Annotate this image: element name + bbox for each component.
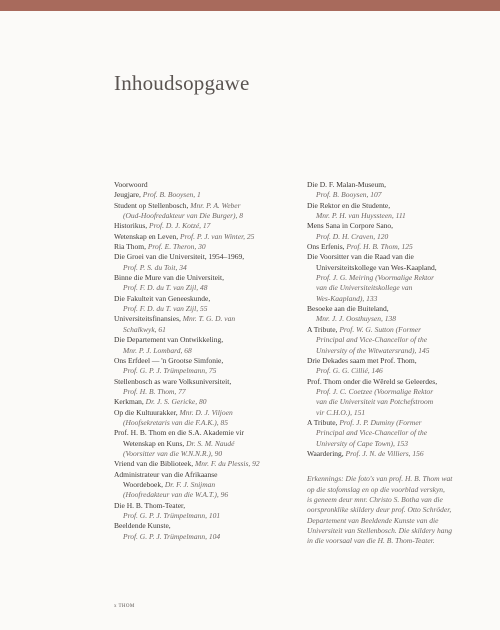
toc-author: Mnr. P. J. Lombard, 68: [123, 345, 192, 355]
toc-text: A Tribute,: [307, 417, 340, 427]
toc-entry-line: [114, 346, 292, 356]
toc-entry-line: [307, 263, 489, 273]
toc-text: Besoeke aan die Buiteland,: [307, 304, 389, 314]
toc-author: Prof. P. J. van Winter, 25: [180, 231, 255, 241]
toc-entry-line: [114, 511, 292, 521]
toc-author: van die Universiteitskollege van: [316, 283, 413, 293]
toc-text: Ons Erfenis,: [307, 242, 347, 252]
toc-entry-line: [114, 459, 260, 468]
toc-entry-line: [307, 439, 489, 449]
toc-entry: [114, 501, 292, 522]
toc-author: Prof. W. G. Sutton (Former: [339, 324, 422, 334]
toc-entry: [307, 449, 489, 459]
acknowledgement-line: in die voorsaal van die H. B. Thom-Teater.: [307, 536, 435, 546]
toc-entry-line: [307, 346, 489, 356]
toc-text: Drie Dekades saam met Prof. Thom,: [307, 355, 417, 365]
toc-entry: [307, 180, 489, 201]
toc-entry-line: [307, 211, 489, 221]
toc-entry: [114, 335, 292, 356]
toc-text: Waardering,: [307, 448, 346, 458]
toc-entry-line: [114, 521, 171, 530]
toc-author: Principal and Vice-Chancellor of the: [316, 428, 428, 438]
acknowledgement-line: op die stofomslag en op die voorblad verskyn,: [307, 484, 445, 494]
toc-entry: [114, 397, 292, 407]
acknowledgement-line: oorspronklike skildery deur prof. Otto Schröder,: [307, 505, 452, 515]
toc-entry: [114, 242, 292, 252]
toc-text: Die Rektor en die Studente,: [307, 200, 391, 210]
toc-text: Prof. H. B. Thom en die S.A. Akademie vir: [114, 428, 245, 438]
toc-entry: [114, 408, 292, 429]
toc-author: Prof. E. Theron, 30: [147, 242, 206, 252]
toc-entry-line: [114, 294, 210, 303]
acknowledgement-line: is geneem deur mnr. Christo S. Botha van die: [307, 494, 443, 504]
top-color-band: [0, 0, 500, 11]
toc-entry-line: [307, 408, 489, 418]
toc-entry-line: [114, 242, 206, 251]
toc-entry-line: [114, 221, 210, 230]
toc-entry-line: [307, 283, 489, 293]
toc-author: University of the Witwatersrand), 145: [316, 345, 430, 355]
toc-entry-line: [307, 428, 489, 438]
toc-entry-line: [114, 180, 148, 189]
toc-author: Dr. F. J. Snijman: [164, 479, 216, 489]
toc-author: (Voorsitter van die W.N.N.R.), 90: [123, 448, 223, 458]
toc-entry: [307, 418, 489, 449]
acknowledgement: [307, 474, 489, 546]
toc-text: Wetenskap en Kuns,: [123, 438, 187, 448]
toc-author: Prof. B. Booysen, 1: [142, 190, 201, 200]
toc-author: Prof. H. B. Thom, 125: [346, 242, 413, 252]
acknowledgement-line: Erkennings: Die foto's van prof. H. B. Thom wat: [307, 474, 453, 484]
toc-author: van die Universiteit van Potchefstroom: [316, 397, 434, 407]
toc-entry: [114, 314, 292, 335]
toc-entry-line: [307, 449, 424, 458]
toc-entry-line: [114, 356, 223, 365]
toc-author: Principal and Vice-Chancellor of the: [316, 335, 428, 345]
toc-entry-line: [307, 335, 489, 345]
toc-entry-line: [114, 480, 292, 490]
toc-author: Prof. P. S. du Toit, 34: [123, 262, 187, 272]
toc-entry: [307, 325, 489, 356]
toc-right-column: [307, 180, 489, 547]
toc-entry: [307, 304, 489, 325]
toc-entry: [114, 294, 292, 315]
toc-text: Beeldende Kunste,: [114, 521, 171, 531]
toc-author: Mnr. F. du Plessis, 92: [195, 459, 260, 469]
toc-text: Die Departement van Ontwikkeling,: [114, 335, 224, 345]
toc-entry-line: [114, 211, 292, 221]
toc-author: Prof. G. P. J. Trümpelmann, 104: [123, 531, 221, 541]
toc-author: (Hoofredakteur van die W.A.T.), 96: [123, 490, 229, 500]
toc-text: Die Groei van die Universiteit, 1954–1969,: [114, 252, 245, 262]
toc-entry: [114, 221, 292, 231]
toc-entry-line: [307, 201, 390, 210]
toc-entry-line: [307, 273, 489, 283]
toc-entry-line: [114, 428, 244, 437]
toc-text: Op die Kultuurakker,: [114, 407, 180, 417]
toc-author: Prof. J. N. de Villiers, 156: [345, 448, 424, 458]
toc-author: Prof. G. G. Cillié, 146: [316, 366, 383, 376]
toc-entry: [114, 252, 292, 273]
toc-entry-line: [307, 180, 386, 189]
toc-entry-line: [114, 283, 292, 293]
toc-entry: [307, 377, 489, 418]
acknowledgement-line: Departement van Beeldende Kunste van die: [307, 515, 439, 525]
toc-text: Student op Stellenbosch,: [114, 200, 191, 210]
toc-text: Wetenskap en Leven,: [114, 231, 181, 241]
toc-author: (Hoofsekretaris van die F.A.K.), 85: [123, 417, 228, 427]
toc-text: Vriend van die Biblioteek,: [114, 459, 195, 469]
toc-entry: [114, 521, 292, 542]
toc-author: Wes-Kaapland), 133: [316, 293, 378, 303]
toc-entry-line: [307, 387, 489, 397]
toc-entry-line: [114, 273, 224, 282]
toc-text: Prof. Thom onder die Wêreld se Geleerdes,: [307, 376, 438, 386]
toc-entry: [307, 242, 489, 252]
toc-entry-line: [114, 397, 206, 406]
toc-author: Prof. F. D. du T. van Zijl, 48: [123, 283, 208, 293]
toc-entry-line: [307, 304, 389, 313]
toc-author: Prof. J. P. Duminy (Former: [339, 417, 422, 427]
toc-author: Mnr. P. H. van Huyssteen, 111: [316, 211, 406, 221]
toc-entry: [114, 273, 292, 294]
toc-entry-line: [307, 294, 489, 304]
toc-entry: [114, 377, 292, 398]
toc-entry-line: [307, 221, 393, 230]
toc-entry-line: [307, 377, 437, 386]
toc-entry-line: [307, 190, 489, 200]
toc-text: A Tribute,: [307, 324, 340, 334]
toc-left-column: [114, 180, 292, 542]
toc-text: Jeugjare,: [114, 190, 143, 200]
toc-entry-line: [114, 387, 292, 397]
toc-entry: [114, 190, 292, 200]
toc-author: Prof. J. C. Coetzee (Voormalige Rektor: [316, 386, 434, 396]
toc-text: Ria Thom,: [114, 242, 148, 252]
toc-entry: [307, 356, 489, 377]
toc-entry: [114, 180, 292, 190]
toc-entry-line: [114, 325, 292, 335]
toc-entry-line: [114, 490, 292, 500]
toc-text: Binne die Mure van die Universiteit,: [114, 273, 224, 283]
toc-entry-line: [114, 232, 254, 241]
toc-author: Mnr. J. J. Oosthuysen, 138: [316, 314, 396, 324]
toc-entry: [114, 459, 292, 469]
toc-entry-line: [307, 418, 422, 427]
toc-entry-line: [114, 366, 292, 376]
toc-author: Prof. B. Booysen, 107: [316, 190, 382, 200]
toc-author: vir C.H.O.), 151: [316, 407, 366, 417]
toc-entry-line: [114, 201, 241, 210]
toc-text: Woordeboek,: [123, 479, 165, 489]
toc-author: (Oud-Hoofredakteur van Die Burger), 8: [123, 211, 244, 221]
toc-text: Voorwoord: [114, 180, 148, 189]
toc-text: Mens Sana in Corpore Sano,: [307, 221, 394, 231]
toc-author: Prof. H. B. Thom, 77: [123, 386, 186, 396]
toc-author: Schalkwyk, 61: [123, 324, 166, 334]
toc-author: Mnr. D. J. Viljoen: [179, 407, 233, 417]
toc-author: Dr. J. S. Gericke, 80: [145, 397, 207, 407]
toc-entry-line: [114, 408, 233, 417]
toc-entry-line: [307, 366, 489, 376]
toc-entry-line: [307, 242, 413, 251]
toc-entry-line: [114, 418, 292, 428]
toc-entry: [114, 232, 292, 242]
toc-entry-line: [307, 397, 489, 407]
toc-author: Mnr. P. A. Weber: [190, 200, 241, 210]
toc-author: Prof. G. P. J. Trümpelmann, 101: [123, 511, 221, 520]
toc-entry-line: [114, 377, 231, 386]
toc-entry-line: [114, 263, 292, 273]
toc-entry: [114, 356, 292, 377]
toc-entry-line: [114, 335, 223, 344]
toc-author: Prof. D. J. Kotzé, 17: [149, 221, 211, 231]
toc-text: Historikus,: [114, 221, 150, 231]
toc-author: Dr. S. M. Naudé: [186, 438, 235, 448]
toc-author: Prof. F. D. du T. van Zijl, 55: [123, 304, 208, 314]
toc-entry: [307, 221, 489, 242]
toc-text: Die Voorsitter van die Raad van die: [307, 252, 414, 262]
toc-entry-line: [114, 304, 292, 314]
toc-text: Die H. B. Thom-Teater,: [114, 500, 186, 510]
toc-author: University of Cape Town), 153: [316, 438, 409, 448]
page-footer: x THOM: [114, 604, 135, 609]
toc-entry-line: [307, 252, 414, 261]
toc-text: Administrateur van die Afrikaanse: [114, 469, 218, 479]
acknowledgement-line: Universiteit van Stellenbosch. Die skildery hang: [307, 526, 452, 535]
toc-text: Die D. F. Malan-Museum,: [307, 180, 386, 189]
toc-author: Prof. D. H. Craven, 120: [316, 231, 389, 241]
toc-entry-line: [114, 532, 292, 542]
toc-text: Stellenbosch as ware Volksuniversiteit,: [114, 376, 232, 386]
toc-entry-line: [307, 325, 421, 334]
toc-entry-line: [114, 449, 292, 459]
toc-entry-line: [114, 470, 218, 479]
toc-entry: [307, 201, 489, 222]
toc-entry: [307, 252, 489, 304]
toc-entry-line: [307, 314, 489, 324]
toc-entry-line: [307, 356, 417, 365]
toc-text: Die Fakulteit van Geneeskunde,: [114, 293, 211, 303]
toc-entry: [114, 428, 292, 459]
page-title: Inhoudsopgawe: [114, 71, 250, 95]
toc-text: Kerkman,: [114, 397, 146, 407]
toc-entry-line: [114, 314, 235, 323]
toc-author: Prof. J. G. Meiring (Voormalige Rektor: [316, 273, 435, 283]
toc-text: Universiteitsfinansies,: [114, 314, 183, 324]
toc-entry-line: [114, 252, 244, 261]
toc-author: Prof. G. P. J. Trümpelmann, 75: [123, 366, 217, 376]
toc-entry-line: [114, 501, 185, 510]
toc-entry: [114, 201, 292, 222]
toc-entry: [114, 470, 292, 501]
toc-entry-line: [307, 232, 489, 242]
toc-author: Mnr. T. G. D. van: [182, 314, 236, 324]
toc-text: Universiteitskollege van Wes-Kaapland,: [316, 262, 437, 272]
toc-entry-line: [114, 190, 201, 199]
toc-text: Ons Erfdeel — 'n Grootse Simfonie,: [114, 355, 224, 365]
toc-entry-line: [114, 439, 292, 449]
